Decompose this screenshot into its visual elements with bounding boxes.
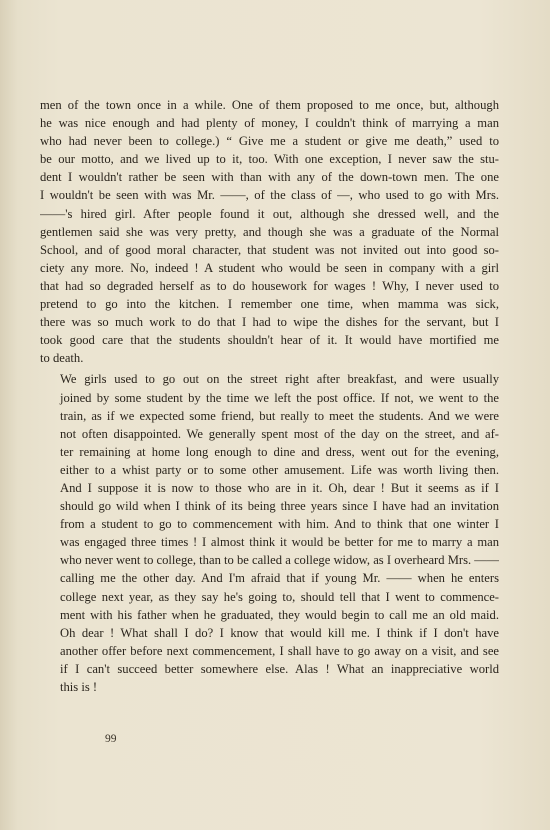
text-line: either to a whist party or to some other amusement. Life was worth living then. <box>60 462 499 477</box>
page-body-text <box>40 96 499 696</box>
text-line: men of the town once in a while. One of them proposed to me once, but, although <box>40 98 499 112</box>
text-line: gentlemen said she was very pretty, and though she was a graduate of the Normal <box>40 224 499 239</box>
text-line: be our motto, and we lived up to it, too. With one exception, I never saw the stu- <box>40 152 499 167</box>
text-line: ter remaining at home long enough to dine and dress, went out for the evening, <box>60 444 499 459</box>
paragraph <box>40 370 499 696</box>
text-line: ciety any more. No, indeed ! A student who would be seen in company with a girl <box>40 260 499 275</box>
text-line: joined by some student by the time we left the post office. If not, we went to the <box>60 390 499 405</box>
text-line: this is ! <box>60 680 98 694</box>
text-line: another offer before next commencement, I shall have to go away on a visit, and see <box>60 643 499 658</box>
text-line: We girls used to go out on the street right after breakfast, and were usually <box>60 372 499 387</box>
text-line: if I can't succeed better somewhere else. Alas ! What an inappreciative world <box>60 661 499 676</box>
text-line: Oh dear ! What shall I do? I know that would kill me. I think if I don't have <box>60 625 499 640</box>
text-line: ——'s hired girl. After people found it out, although she dressed well, and the <box>40 206 499 221</box>
text-line: who never went to college, than to be called a college widow, as I overheard Mrs. —— <box>60 553 499 568</box>
text-line: And I suppose it is now to those who are in it. Oh, dear ! But it seems as if I <box>60 480 499 495</box>
text-line: pretend to go into the kitchen. I remember one time, when mamma was sick, <box>40 297 499 312</box>
text-line: took good care that the students shouldn't hear of it. It would have mortified me <box>40 333 499 348</box>
text-line: there was so much work to do that I had to wipe the dishes for the servant, but I <box>40 315 499 330</box>
text-line: he was nice enough and had plenty of money, I couldn't think of marrying a man <box>40 116 499 131</box>
text-line: ment with his father when he graduated, they would begin to call me an old maid. <box>60 607 499 622</box>
text-line: calling me the other day. And I'm afraid that if young Mr. —— when he enters <box>60 571 499 586</box>
text-line: train, as if we expected some friend, but really to meet the students. And we were <box>60 408 499 423</box>
paragraph <box>40 96 499 367</box>
page-number: 99 <box>105 733 117 745</box>
text-line: School, and of good moral character, that student was not invited out into good so- <box>40 242 499 257</box>
text-line: to death. <box>40 351 84 366</box>
text-line: that had so degraded herself as to do housework for wages ! Why, I never used to <box>40 278 499 293</box>
text-line: I wouldn't be seen with was Mr. ——, of the class of —, who used to go with Mrs. <box>40 188 499 203</box>
text-line: from a student to go to commencement with him. And to think that one winter I <box>60 517 499 532</box>
text-line: should go wild when I think of its being three years since I have had an invitation <box>60 499 499 514</box>
text-line: college next year, as they say he's going to, should tell that I went to commence- <box>60 589 499 604</box>
text-line: not often disappointed. We generally spent most of the day on the street, and af- <box>60 426 499 441</box>
text-line: was engaged three times ! I almost think it would be better for me to marry a man <box>60 535 499 550</box>
text-line: who had never been to college.) “ Give me a student or give me death,” used to <box>40 134 499 149</box>
text-line: dent I wouldn't rather be seen with than with any of the down-town men. The one <box>40 170 499 185</box>
